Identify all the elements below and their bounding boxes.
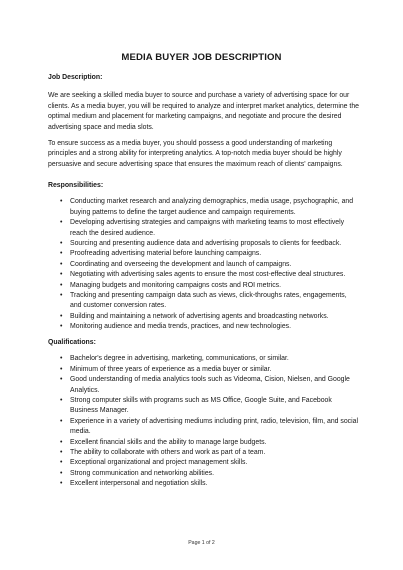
list-item: • The ability to collaborate with others and work as part of a team. bbox=[48, 448, 360, 458]
list-item: • Monitoring audience and media trends, practices, and new technologies. bbox=[48, 322, 360, 332]
page-title: MEDIA BUYER JOB DESCRIPTION bbox=[121, 52, 282, 63]
list-item: • Managing budgets and monitoring campaigns costs and ROI metrics. bbox=[48, 281, 360, 291]
list-item: • Experience in a variety of advertising mediums including print, radio, television, film, and social media. bbox=[48, 417, 360, 438]
list-item: • Excellent financial skills and the ability to manage large budgets. bbox=[48, 438, 360, 448]
section-heading: Job Description: bbox=[48, 74, 103, 81]
page-number: Page 1 of 2 bbox=[188, 540, 215, 546]
list-item: • Good understanding of media analytics tools such as Videoma, Cision, Nielsen, and Google Analytics. bbox=[48, 375, 360, 396]
list-item: • Excellent interpersonal and negotiation skills. bbox=[48, 479, 360, 489]
paragraph: We are seeking a skilled media buyer to source and purchase a variety of advertising space for our clients. As a media buyer, you will be required to analyze and interpret market analytics, determine the optimal medium and placement for marketing campaigns, and negotiate and procure the desired advertising space and media slots. bbox=[48, 92, 360, 131]
list-item: • Building and maintaining a network of advertising agents and broadcasting networks. bbox=[48, 312, 360, 322]
list-item: • Negotiating with advertising sales agents to ensure the most cost-effective deal structures. bbox=[48, 270, 360, 280]
list-item: • Sourcing and presenting audience data and advertising proposals to clients for feedback. bbox=[48, 239, 360, 249]
list-item: • Strong computer skills with programs such as MS Office, Google Suite, and Facebook Business Manager. bbox=[48, 396, 360, 417]
paragraph: To ensure success as a media buyer, you should possess a good understanding of marketing principles and a strong ability for interpreting analytics. A top-notch media buyer should be highly persuasive and secure advertising space that ensures the maximum reach of clients' campaigns. bbox=[48, 140, 343, 168]
list-item: • Exceptional organizational and project management skills. bbox=[48, 458, 360, 468]
job-description-section bbox=[48, 73, 360, 170]
list-item: • Bachelor's degree in advertising, marketing, communications, or similar. bbox=[48, 354, 360, 364]
qualifications-list bbox=[48, 354, 360, 489]
section-heading: Responsibilities: bbox=[48, 182, 104, 189]
responsibilities-list bbox=[48, 197, 360, 332]
list-item: • Proofreading advertising material before launching campaigns. bbox=[48, 249, 360, 259]
qualifications-section bbox=[48, 338, 360, 490]
section-heading: Qualifications: bbox=[48, 339, 96, 346]
list-item: • Strong communication and networking abilities. bbox=[48, 469, 360, 479]
responsibilities-section bbox=[48, 181, 360, 333]
list-item: • Coordinating and overseeing the development and launch of campaigns. bbox=[48, 260, 360, 270]
list-item: • Developing advertising strategies and campaigns with marketing teams to most effectively reach the desired audience. bbox=[48, 218, 360, 239]
list-item: • Tracking and presenting campaign data such as views, click-throughs rates, engagements, and customer conversion rates. bbox=[48, 291, 360, 312]
list-item: • Conducting market research and analyzing demographics, media usage, psychographic, and buying patterns to define the target audience and campaign requirements. bbox=[48, 197, 360, 218]
list-item: • Minimum of three years of experience as a media buyer or similar. bbox=[48, 365, 360, 375]
